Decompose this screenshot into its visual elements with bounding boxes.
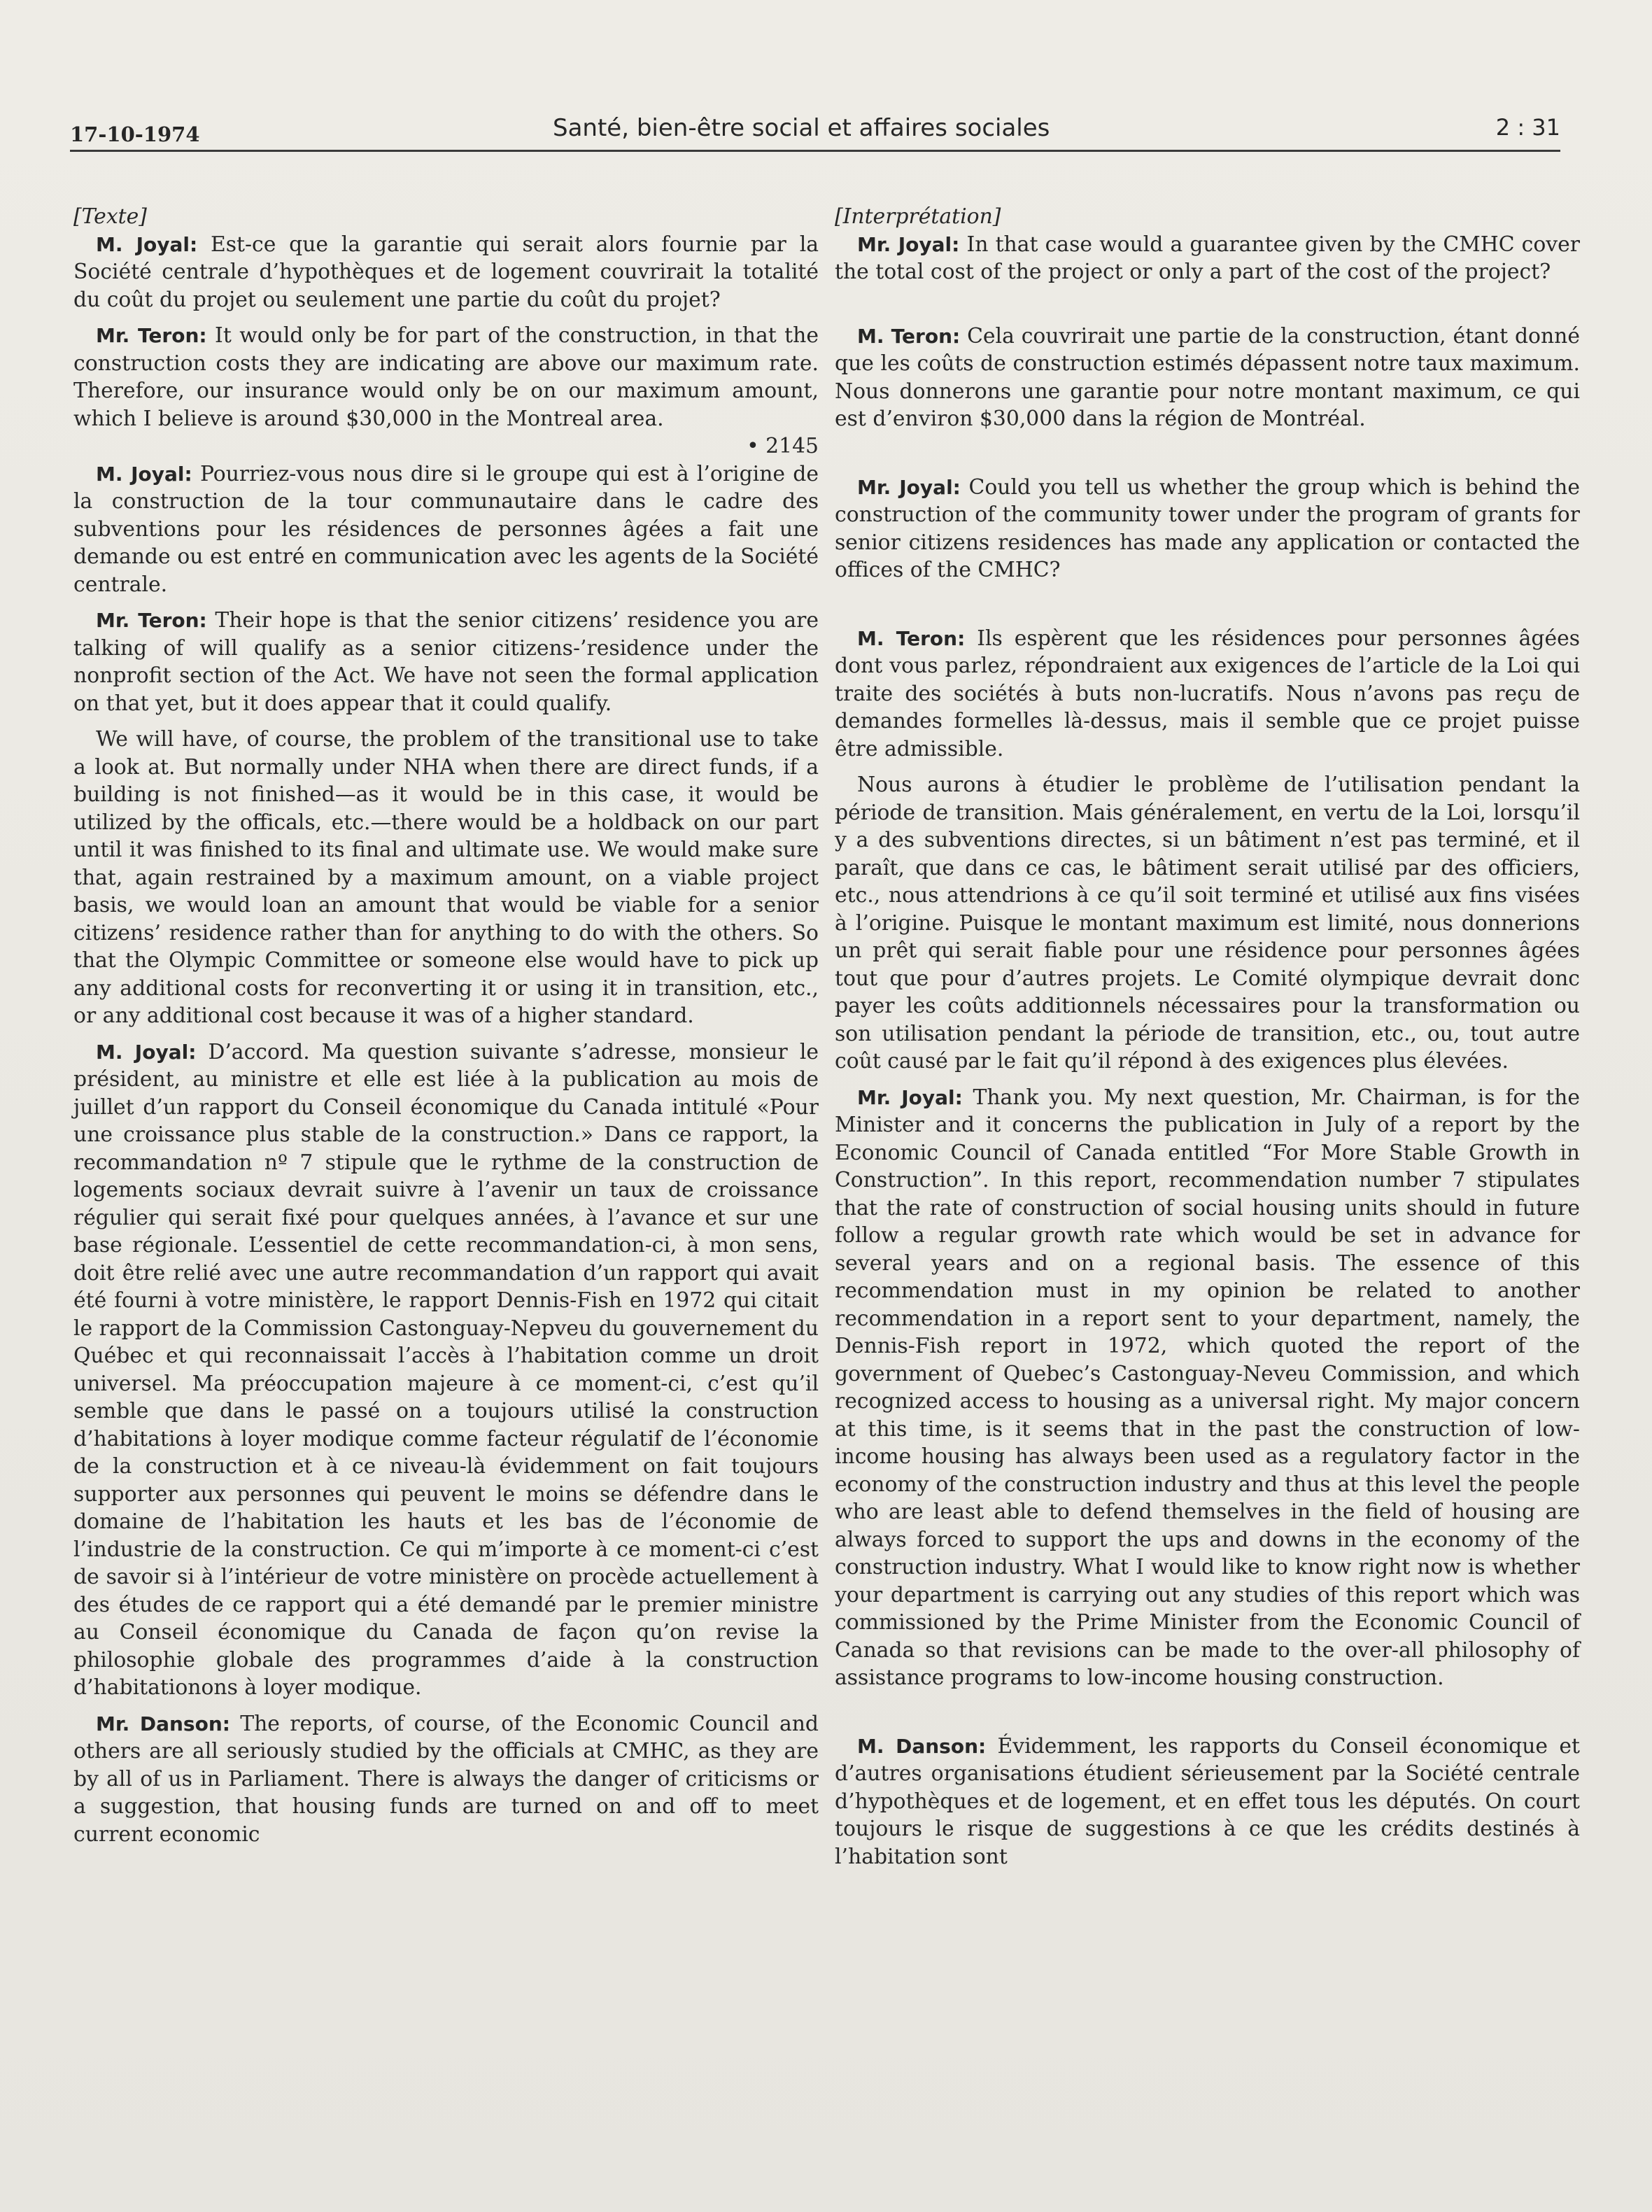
header-date: 17-10-1974 bbox=[70, 122, 200, 146]
language-tag: [Interprétation] bbox=[835, 204, 1001, 229]
paragraph-text: Pourriez-vous nous dire si le groupe qui est à l’origine de la construction de la tour communautaire dans le cadre des subventions pour les résidences de personnes âgées a fait une demande ou est entré en communication avec les agents de la Société centrale. bbox=[73, 461, 819, 597]
paragraph bbox=[835, 625, 1580, 763]
paragraph-text: Could you tell us whether the group which is behind the construction of the community tower under the program of grants for senior citizens residences has made any application or contacted the offices of the CMHC? bbox=[835, 474, 1580, 582]
speaker-name: Mr. Teron: bbox=[96, 609, 207, 632]
paragraph bbox=[73, 1038, 819, 1702]
header-page-number: 2 : 31 bbox=[1495, 114, 1560, 141]
time-marker: • 2145 bbox=[747, 434, 819, 458]
paragraph: We will have, of course, the problem of the transitional use to take a look at. But normally under NHA when there are direct funds, if a building is not finished—as it would be in this case, it would be utilized by the officals, etc.—there would be a holdback on our part until it was finished to its final and ultimate use. We would make sure that, again restrained by a maximum amount, on a viable project basis, we would loan an amount that would be viable for a senior citizens’ residence rather than for anything to do with the others. So that the Olympic Committee or someone else would have to pick up any additional costs for reconverting it or using it in transition, etc., or any additional cost because it was of a higher standard. bbox=[73, 727, 819, 1028]
header-rule bbox=[70, 150, 1560, 152]
paragraph bbox=[73, 322, 819, 432]
paragraph bbox=[835, 231, 1580, 286]
paragraph-text: It would only be for part of the construction, in that the construction costs they are indicating are above our maximum rate. Therefore, our insurance would only be on our maximum amount, which I believe is around $30,000 in the Montreal area. bbox=[73, 323, 819, 431]
header-title: Santé, bien-être social et affaires sociales bbox=[553, 114, 1050, 142]
speaker-name: Mr. Danson: bbox=[96, 1712, 230, 1735]
paragraph-text: Est-ce que la garantie qui serait alors fournie par la Société centrale d’hypothèques et de logement couvrirait la totalité du coût du projet ou seulement une partie du coût du projet? bbox=[73, 232, 819, 312]
paragraph-text: In that case would a guarantee given by the CMHC cover the total cost of the project or only a part of the cost of the project? bbox=[835, 232, 1580, 284]
paragraph bbox=[835, 1084, 1580, 1692]
paragraph-text: Thank you. My next question, Mr. Chairman, is for the Minister and it concerns the publication in July of a report by the Economic Council of Canada entitled “For More Stable Growth in Construction”. In this report, recommendation number 7 stipulates that the rate of construction of social housing units should in future follow a regular growth rate which would be set in advance for several years and on a regional basis. The essence of this recommendation must in my opinion be related to another recommendation in a report sent to your department, namely, the Dennis-Fish report in 1972, which quoted the report of the government of Quebec’s Castonguay-Neveu Commission, and which recognized access to housing as a universal right. My major concern at this time, is it seems that in the past the construction of low-income housing has always been used as a regulatory factor in the economy of the construction industry and thus at this level the people who are least able to defend themselves in the field of housing are always forced to support the ups and downs in the economy of the construction industry. What I would like to know right now is whether your department is carrying out any studies of this report which was commissioned by the Prime Minister from the Economic Council of Canada so that revisions can be made to the over-all philosophy of assistance programs to low-income housing construction. bbox=[835, 1085, 1580, 1690]
paragraph bbox=[73, 1710, 819, 1849]
paragraph-text: Their hope is that the senior citizens’ residence you are talking of will qualify as a senior citizens-’residence under the nonprofit section of the Act. We have not seen the formal application on that yet, but it does appear that it could qualify. bbox=[73, 608, 819, 716]
speaker-name: M. Joyal: bbox=[96, 232, 198, 256]
paragraph bbox=[73, 231, 819, 314]
speaker-name: Mr. Joyal: bbox=[857, 475, 961, 499]
paragraph-text: Cela couvrirait une partie de la construction, étant donné que les coûts de construction estimés dépassent notre taux maximum. Nous donnerons une garantie pour notre montant maximum, ce qui est d’environ $30,000 dans la région de Montréal. bbox=[835, 323, 1580, 431]
speaker-name: M. Teron: bbox=[857, 626, 966, 650]
speaker-name: Mr. Joyal: bbox=[857, 1085, 963, 1109]
paragraph-text: The reports, of course, of the Economic Council and others are all seriously studied by the officials at CMHC, as they are by all of us in Parliament. There is always the danger of criticisms or a suggestion, that housing funds are turned on and off to meet current economic bbox=[73, 1711, 819, 1847]
paragraph-text: Évidemment, les rapports du Conseil économique et d’autres organisations étudient sérieusement par la Société centrale d’hypothèques et de logement, et en effet tous les députés. On court toujours le risque de suggestions à ce que les crédits destinés à l’habitation sont bbox=[835, 1733, 1580, 1869]
paragraph-text: D’accord. Ma question suivante s’adresse, monsieur le président, au ministre et elle est liée à la publication au mois de juillet d’un rapport du Conseil économique du Canada intitulé «Pour une croissance plus stable de la construction.» Dans ce rapport, la recommandation nº 7 stipule que le rythme de la construction de logements sociaux devrait suivre à l’avenir un taux de croissance régulier qui serait fixé pour quelques années, à l’avance et sur une base régionale. L’essentiel de cette recommandation-ci, à mon sens, doit être relié avec une autre recommandation d’un rapport qui avait été fourni à votre ministère, le rapport Dennis-Fish en 1972 qui citait le rapport de la Commission Castonguay-Nepveu du gouvernement du Québec et qui reconnaissait l’accès à l’habitation comme un droit universel. Ma préoccupation majeure à ce moment-ci, c’est qu’il semble que dans le passé on a toujours utilisé la construction d’habitations à loyer modique comme facteur régulatif de l’économie de la construction et à ce niveau-là évidemment on fait toujours supporter aux personnes qui peuvent le moins se défendre dans le domaine de l’habitation les hauts et les bas de l’économie de l’industrie de la construction. Ce qui m’importe à ce moment-ci c’est de savoir si à l’intérieur de votre ministère on procède actuellement à des études de ce rapport qui a été demandé par le premier ministre au Conseil économique du Canada de façon qu’on revise la philosophie globale des programmes d’aide à la construction d’habitationons à loyer modique. bbox=[73, 1039, 819, 1700]
right-column-english-interpretation bbox=[835, 203, 1580, 1871]
speaker-name: Mr. Joyal: bbox=[857, 232, 960, 256]
paragraph bbox=[835, 474, 1580, 584]
speaker-name: Mr. Teron: bbox=[96, 324, 207, 347]
language-tag: [Texte] bbox=[73, 204, 147, 229]
paragraph: Nous aurons à étudier le problème de l’utilisation pendant la période de transition. Mais généralement, en vertu de la Loi, lorsqu’il y a des subventions directes, si un bâtiment n’est pas terminé, et il paraît, que dans ce cas, le bâtiment serait utilisé par des officiers, etc., nous attendrions à ce qu’il soit terminé et utilisé aux fins visées à l’origine. Puisque le montant maximum est limité, nous donnerions un prêt qui serait fiable pour une résidence pour personnes âgées tout que pour d’autres projets. Le Comité olympique devrait donc payer les coûts additionnels nécessaires pour la transformation ou son utilisation pendant la période de transition, etc., ou, tout autre coût causé par le fait qu’il répond à des exigences plus élevées. bbox=[835, 773, 1580, 1073]
paragraph bbox=[835, 1733, 1580, 1871]
paragraph bbox=[835, 323, 1580, 433]
speaker-name: M. Joyal: bbox=[96, 1040, 197, 1064]
speaker-name: M. Teron: bbox=[857, 324, 961, 348]
left-column-french-original bbox=[73, 203, 819, 1848]
paragraph bbox=[73, 607, 819, 717]
speaker-name: M. Joyal: bbox=[96, 462, 192, 486]
speaker-name: M. Danson: bbox=[857, 1734, 987, 1758]
paragraph bbox=[73, 460, 819, 599]
page-header bbox=[70, 108, 1560, 150]
paragraph-text: Ils espèrent que les résidences pour personnes âgées dont vous parlez, répondraient aux exigences de l’article de la Loi qui traite des sociétés à buts non-lucratifs. Nous n’avons pas reçu de demandes formelles là-dessus, mais il semble que ce projet puisse être admissible. bbox=[835, 626, 1581, 761]
